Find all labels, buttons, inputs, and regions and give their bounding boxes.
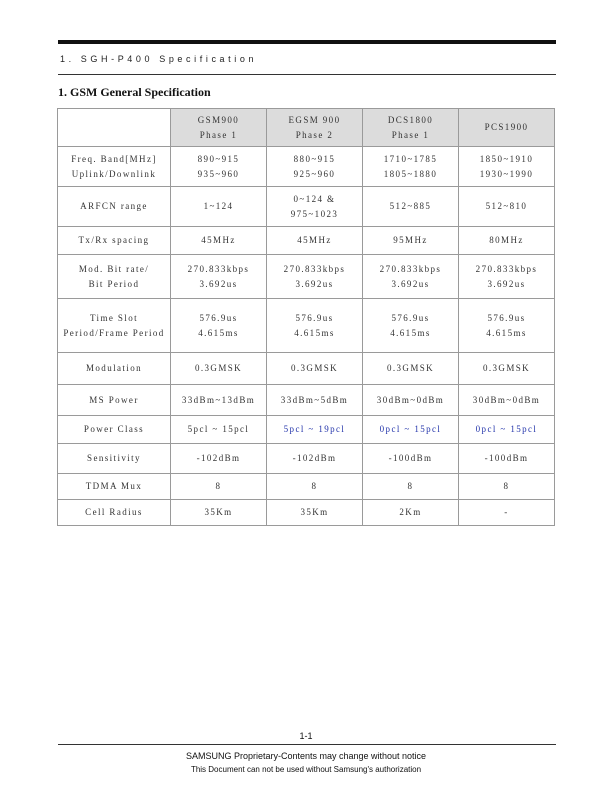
cell-line: 1850~1910: [479, 153, 534, 164]
table-cell: [459, 416, 555, 444]
table-cell: [171, 227, 267, 255]
table-cell: [363, 147, 459, 187]
table-cell: [171, 147, 267, 187]
row-label: [58, 474, 171, 500]
row-label: [58, 500, 171, 526]
cell-line: 0pcl ~ 15pcl: [475, 424, 538, 434]
row-label-line: MS Power: [89, 394, 139, 405]
table-cell: [459, 187, 555, 227]
table-cell: [171, 385, 267, 416]
col-header-line: Phase 2: [295, 129, 334, 140]
row-label-line: Tx/Rx spacing: [78, 235, 150, 245]
cell-line: 880~915: [293, 153, 336, 164]
table-cell: [171, 444, 267, 474]
cell-line: 512~885: [389, 201, 432, 211]
table-cell: [267, 227, 363, 255]
cell-line: 975~1023: [290, 208, 339, 219]
row-label-line: ARFCN range: [80, 201, 148, 211]
table-cell: [459, 385, 555, 416]
cell-line: 45MHz: [297, 235, 332, 245]
cell-line: 0.3GMSK: [386, 363, 435, 373]
table-cell: [363, 444, 459, 474]
cell-line: 0~124 &: [293, 193, 336, 204]
row-label-line: Mod. Bit rate/: [78, 263, 150, 274]
table-cell: [363, 385, 459, 416]
table-row-tdma-mux: [58, 474, 555, 500]
cell-line: 3.692us: [295, 278, 334, 289]
table-cell: [267, 187, 363, 227]
row-label: [58, 147, 171, 187]
cell-line: 4.615ms: [390, 327, 431, 338]
cell-line: 0.3GMSK: [194, 363, 243, 373]
col-header-egsm900: [267, 109, 363, 147]
cell-line: 2Km: [399, 507, 422, 517]
table-row-txrx-spacing: [58, 227, 555, 255]
cell-line: 8: [311, 481, 318, 491]
table-row-arfcn: [58, 187, 555, 227]
cell-line: 33dBm~5dBm: [280, 394, 349, 405]
cell-line: 1~124: [203, 201, 234, 211]
table-row-time-slot: [58, 299, 555, 353]
row-label: [58, 187, 171, 227]
cell-line: 3.692us: [487, 278, 526, 289]
table-cell: [171, 353, 267, 385]
row-label: [58, 444, 171, 474]
table-cell: [363, 187, 459, 227]
cell-line: 3.692us: [391, 278, 430, 289]
row-label-line: Cell Radius: [85, 507, 143, 517]
col-header-dcs1800: [363, 109, 459, 147]
gsm-spec-table: [57, 108, 555, 526]
table-cell: [171, 416, 267, 444]
table-cell: [459, 500, 555, 526]
cell-line: 576.9us: [199, 312, 238, 323]
table-cell: [267, 299, 363, 353]
table-row-power-class: [58, 416, 555, 444]
row-label: [58, 385, 171, 416]
row-label-line: Period/Frame Period: [63, 327, 165, 338]
row-label-line: Modulation: [86, 363, 142, 373]
table-cell: [267, 147, 363, 187]
cell-line: 35Km: [300, 507, 329, 517]
cell-line: 1710~1785: [383, 153, 438, 164]
cell-line: 8: [407, 481, 414, 491]
table-header-row: [58, 109, 555, 147]
page-number: 1-1: [299, 731, 313, 741]
cell-line: 30dBm~0dBm: [472, 394, 541, 405]
table-cell: [363, 299, 459, 353]
footer-authorization: This Document can not be used without Samsung's authorization: [190, 765, 422, 774]
table-cell: [267, 500, 363, 526]
table-cell: [459, 444, 555, 474]
col-header-line: DCS1800: [387, 114, 434, 125]
table-cell: [459, 299, 555, 353]
cell-line: -: [504, 507, 509, 517]
cell-line: 45MHz: [201, 235, 236, 245]
cell-line: 5pcl ~ 15pcl: [187, 424, 250, 434]
table-row-cell-radius: [58, 500, 555, 526]
row-label: [58, 416, 171, 444]
cell-line: 935~960: [197, 168, 240, 179]
table-row-freq-band: [58, 147, 555, 187]
footer-notice: SAMSUNG Proprietary-Contents may change without notice: [185, 751, 427, 761]
cell-line: 0pcl ~ 15pcl: [379, 424, 442, 434]
table-cell: [171, 255, 267, 299]
cell-line: 4.615ms: [486, 327, 527, 338]
footer-rule: [58, 744, 556, 745]
cell-line: 3.692us: [199, 278, 238, 289]
cell-line: 0.3GMSK: [290, 363, 339, 373]
cell-line: 512~810: [485, 201, 528, 211]
row-label: [58, 255, 171, 299]
cell-line: -102dBm: [292, 453, 337, 463]
cell-line: 4.615ms: [294, 327, 335, 338]
row-label: [58, 353, 171, 385]
col-header-line: PCS1900: [484, 122, 529, 132]
cell-line: -100dBm: [388, 453, 433, 463]
table-cell: [267, 474, 363, 500]
table-cell: [267, 444, 363, 474]
table-cell: [459, 227, 555, 255]
table-row-bit-rate: [58, 255, 555, 299]
header-corner-cell: [58, 109, 171, 147]
table-cell: [363, 416, 459, 444]
table-cell: [459, 255, 555, 299]
col-header-gsm900: [171, 109, 267, 147]
cell-line: 80MHz: [489, 235, 524, 245]
cell-line: 4.615ms: [198, 327, 239, 338]
cell-line: 890~915: [197, 153, 240, 164]
cell-line: -100dBm: [484, 453, 529, 463]
cell-line: 1930~1990: [479, 168, 534, 179]
row-label-line: Sensitivity: [87, 453, 141, 463]
row-label-line: Time Slot: [89, 312, 139, 323]
cell-line: 8: [215, 481, 222, 491]
table-row-ms-power: [58, 385, 555, 416]
table-cell: [363, 500, 459, 526]
cell-line: 925~960: [293, 168, 336, 179]
row-label-line: Uplink/Downlink: [71, 168, 157, 179]
cell-line: 1805~1880: [383, 168, 438, 179]
col-header-line: Phase 1: [199, 129, 238, 140]
cell-line: 33dBm~13dBm: [181, 394, 256, 405]
table-cell: [267, 385, 363, 416]
table-cell: [171, 187, 267, 227]
table-cell: [363, 255, 459, 299]
table-row-modulation: [58, 353, 555, 385]
cell-line: -102dBm: [196, 453, 241, 463]
row-label-line: Power Class: [83, 424, 145, 434]
cell-line: 270.833kbps: [475, 263, 538, 274]
table-cell: [267, 353, 363, 385]
cell-line: 30dBm~0dBm: [376, 394, 445, 405]
table-cell: [363, 353, 459, 385]
col-header-pcs1900: [459, 109, 555, 147]
cell-line: 5pcl ~ 19pcl: [283, 424, 346, 434]
table-cell: [171, 500, 267, 526]
section-title: 1. GSM General Specification: [58, 85, 211, 99]
running-header: 1. SGH-P400 Specification: [60, 54, 258, 64]
table-cell: [267, 255, 363, 299]
table-cell: [171, 474, 267, 500]
table-row-sensitivity: [58, 444, 555, 474]
col-header-line: Phase 1: [391, 129, 430, 140]
table-cell: [363, 474, 459, 500]
cell-line: 270.833kbps: [379, 263, 442, 274]
cell-line: 576.9us: [295, 312, 334, 323]
row-label: [58, 227, 171, 255]
col-header-line: EGSM 900: [288, 114, 341, 125]
header-rule-thin: [58, 74, 556, 75]
col-header-line: GSM900: [197, 114, 240, 125]
header-rule-thick: [58, 40, 556, 44]
table-cell: [459, 147, 555, 187]
row-label-line: Bit Period: [88, 278, 140, 289]
row-label: [58, 299, 171, 353]
row-label-line: TDMA Mux: [85, 481, 143, 491]
row-label-line: Freq. Band[MHz]: [71, 153, 157, 164]
cell-line: 95MHz: [393, 235, 428, 245]
cell-line: 270.833kbps: [187, 263, 250, 274]
cell-line: 35Km: [204, 507, 233, 517]
table-cell: [267, 416, 363, 444]
cell-line: 576.9us: [391, 312, 430, 323]
cell-line: 576.9us: [487, 312, 526, 323]
table-cell: [171, 299, 267, 353]
table-cell: [459, 474, 555, 500]
table-cell: [363, 227, 459, 255]
cell-line: 270.833kbps: [283, 263, 346, 274]
cell-line: 8: [503, 481, 510, 491]
cell-line: 0.3GMSK: [482, 363, 531, 373]
table-cell: [459, 353, 555, 385]
